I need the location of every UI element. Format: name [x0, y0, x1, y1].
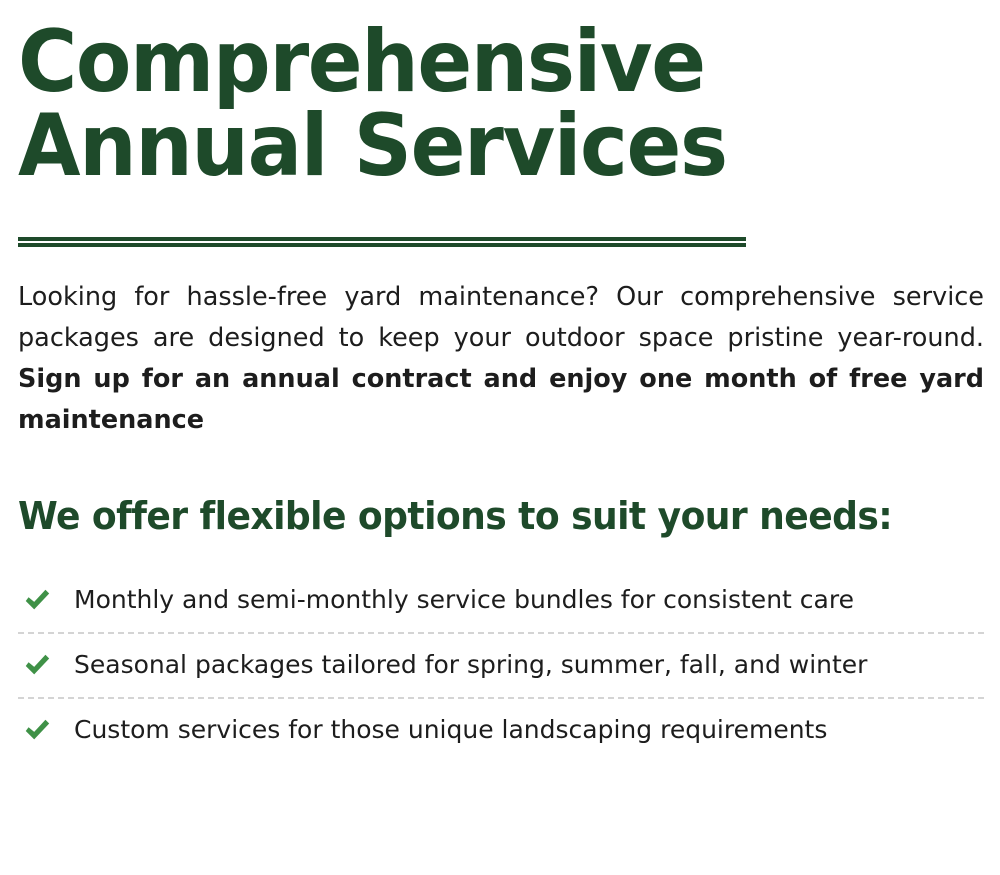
check-icon — [22, 585, 52, 615]
list-item — [18, 569, 984, 632]
section-subtitle: We offer flexible options to suit your needs: — [18, 493, 893, 538]
list-item-label: Seasonal packages tailored for spring, summer, fall, and winter — [74, 650, 868, 680]
features-list — [18, 569, 984, 762]
list-item-label: Monthly and semi-monthly service bundles for consistent care — [74, 585, 854, 615]
intro-text-bold: Sign up for an annual contract and enjoy one month of free yard maintenance — [18, 364, 984, 436]
page-title-line-1: Comprehensive — [18, 12, 705, 112]
check-icon — [22, 650, 52, 680]
list-item-label: Custom services for those unique landscaping requirements — [74, 715, 828, 745]
list-item — [18, 697, 984, 762]
intro-paragraph — [18, 277, 984, 442]
title-divider — [18, 237, 746, 247]
intro-text-regular: Looking for hassle-free yard maintenance? Our comprehensive service packages are designed to keep your outdoor space pristine year-round. — [18, 281, 984, 353]
check-icon — [22, 715, 52, 745]
page-title — [18, 12, 924, 197]
list-item — [18, 632, 984, 697]
page-title-line-2: Annual Services — [18, 96, 727, 197]
